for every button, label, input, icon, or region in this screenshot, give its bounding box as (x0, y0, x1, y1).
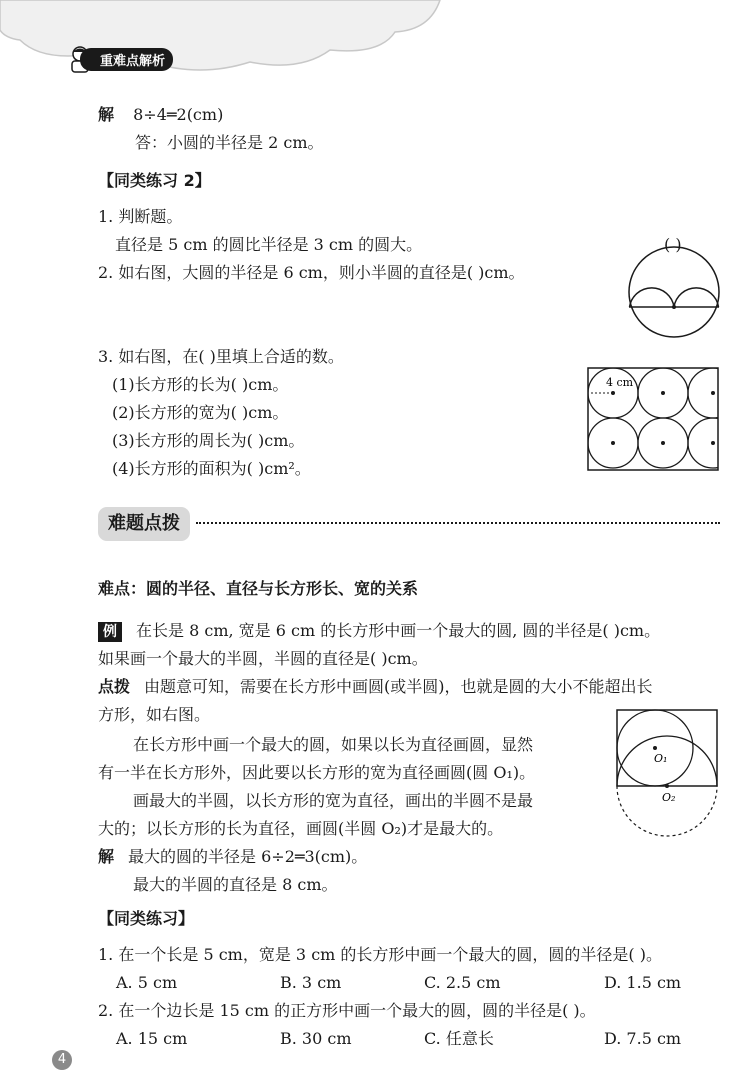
practice-q1-option-b: B. 3 cm (280, 973, 342, 992)
page-number: 4 (52, 1050, 72, 1070)
hint-text-1: 由题意可知，需要在长方形中画圆(或半圆)，也就是圆的大小不能超出长 (144, 677, 653, 696)
practice-q1: 1. 在一个长是 5 cm，宽是 3 cm 的长方形中画一个最大的圆，圆的半径是( )。 (98, 945, 662, 964)
para1-line-2: 有一半在长方形外，因此要以长方形的宽为直径画圆(圆 O₁)。 (98, 763, 536, 782)
solution-expr: 8÷4═2(cm) (133, 105, 224, 124)
practice2-q2-text: 2. 如右图，大圆的半径是 6 cm，则小半圆的直径是( )cm。 (98, 263, 525, 282)
difficulty-solution-line-2: 最大的半圆的直径是 8 cm。 (133, 875, 338, 894)
header-badge (66, 44, 173, 74)
hint-label: 点拨 (98, 677, 131, 696)
practice2-q3-item-2: (2)长方形的宽为( )cm。 (112, 403, 289, 422)
practice2-q3-item-4: (4)长方形的面积为( )cm²。 (112, 459, 311, 478)
practice2-q1-paren: ( ) (664, 235, 682, 254)
hint-line-2: 方形，如右图。 (98, 705, 211, 724)
example-label: 例 (98, 622, 122, 642)
difficulty-solution-line-1 (98, 846, 367, 868)
practice2-q1-title: 1. 判断题。 (98, 207, 183, 226)
practice2-q3-item-1: (1)长方形的长为( )cm。 (112, 375, 289, 394)
section-title: 难题点拨 (98, 507, 190, 541)
hint-line-1 (98, 676, 653, 698)
figure-label-4cm: 4 cm (606, 376, 634, 389)
solution-label: 解 (98, 105, 115, 124)
practice-q1-option-d: D. 1.5 cm (604, 973, 682, 992)
difficulty-title: 难点：圆的半径、直径与长方形长、宽的关系 (98, 579, 419, 598)
solution-line (98, 104, 223, 126)
rectangle-circle-semicircle-figure (614, 708, 722, 838)
example-line-2: 如果画一个最大的半圆，半圆的直径是( )cm。 (98, 649, 428, 668)
practice-q2-option-d: D. 7.5 cm (604, 1029, 682, 1048)
difficulty-solution-label: 解 (98, 847, 115, 866)
practice2-q1-text: 直径是 5 cm 的圆比半径是 3 cm 的圆大。 (115, 235, 423, 254)
para2-line-1: 画最大的半圆，以长方形的宽为直径，画出的半圆不是最 (133, 791, 534, 810)
practice-q2: 2. 在一个边长是 15 cm 的正方形中画一个最大的圆，圆的半径是( )。 (98, 1001, 596, 1020)
practice-q2-option-a: A. 15 cm (116, 1029, 188, 1048)
section-divider (196, 522, 720, 524)
para2-line-2: 大的；以长方形的长为直径，画圆(半圆 O₂)才是最大的。 (98, 819, 504, 838)
practice2-q3-item-3: (3)长方形的周长为( )cm。 (112, 431, 305, 450)
practice-title: 【同类练习】 (98, 909, 195, 928)
solution-answer: 答：小圆的半径是 2 cm。 (135, 133, 324, 152)
para1-line-1: 在长方形中画一个最大的圆，如果以长为直径画圆，显然 (133, 735, 534, 754)
practice2-title: 【同类练习 2】 (98, 171, 211, 190)
difficulty-solution-text-1: 最大的圆的半径是 6÷2═3(cm)。 (128, 847, 368, 866)
example-text-1: 在长是 8 cm, 宽是 6 cm 的长方形中画一个最大的圆, 圆的半径是( )cm。 (136, 621, 661, 640)
example-line-1 (98, 620, 660, 642)
practice-q1-option-a: A. 5 cm (116, 973, 178, 992)
practice-q2-option-c: C. 任意长 (424, 1029, 494, 1048)
practice2-q3-text: 3. 如右图，在( )里填上合适的数。 (98, 347, 344, 366)
header-badge-text: 重难点解析 (80, 48, 173, 71)
practice-q2-option-b: B. 30 cm (280, 1029, 352, 1048)
label-o2: O₂ (662, 791, 676, 804)
label-o1: O₁ (654, 752, 668, 765)
practice-q1-option-c: C. 2.5 cm (424, 973, 501, 992)
circle-semicircles-figure (626, 244, 722, 340)
rectangle-circles-figure (586, 366, 720, 472)
